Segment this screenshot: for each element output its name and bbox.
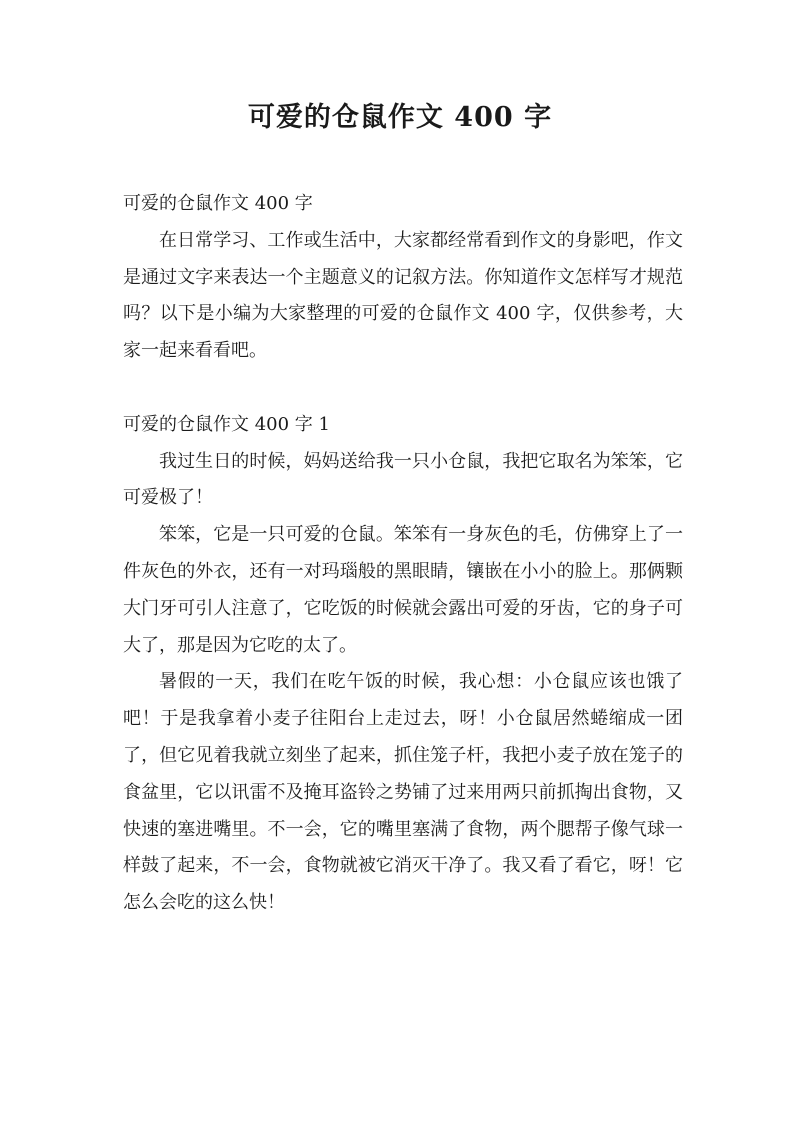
document-body bbox=[123, 186, 683, 922]
section-spacer bbox=[123, 370, 683, 407]
intro-paragraph: 在日常学习、工作或生活中，大家都经常看到作文的身影吧，作文是通过文字来表达一个主题意义的记叙方法。你知道作文怎样写才规范吗？以下是小编为大家整理的可爱的仓鼠作文 400 字，仅供参考，大家一起来看看吧。 bbox=[123, 229, 683, 362]
section1-paragraph-2: 笨笨，它是一只可爱的仓鼠。笨笨有一身灰色的毛，仿佛穿上了一件灰色的外衣，还有一对玛瑙般的黑眼睛，镶嵌在小小的脸上。那俩颗大门牙可引人注意了，它吃饭的时候就会露出可爱的牙齿，它的身子可大了，那是因为它吃的太了。 bbox=[123, 524, 683, 656]
section1-heading: 可爱的仓鼠作文 400 字 1 bbox=[123, 413, 330, 435]
section1-paragraph-3: 暑假的一天，我们在吃午饭的时候，我心想：小仓鼠应该也饿了吧！于是我拿着小麦子往阳台上走过去，呀！小仓鼠居然蜷缩成一团了，但它见着我就立刻坐了起来，抓住笼子杆，我把小麦子放在笼子的食盆里，它以讯雷不及掩耳盗铃之势铺了过来用两只前抓掏出食物，又快速的塞进嘴里。不一会，它的嘴里塞满了食物，两个腮帮子像气球一样鼓了起来，不一会，食物就被它消灭干净了。我又看了看它，呀！它怎么会吃的这么快！ bbox=[123, 671, 683, 914]
document-title: 可爱的仓鼠作文 400 字 bbox=[247, 102, 553, 133]
section1-paragraph-1: 我过生日的时候，妈妈送给我一只小仓鼠，我把它取名为笨笨，它可爱极了！ bbox=[123, 450, 683, 509]
intro-heading: 可爱的仓鼠作文 400 字 bbox=[123, 193, 313, 214]
